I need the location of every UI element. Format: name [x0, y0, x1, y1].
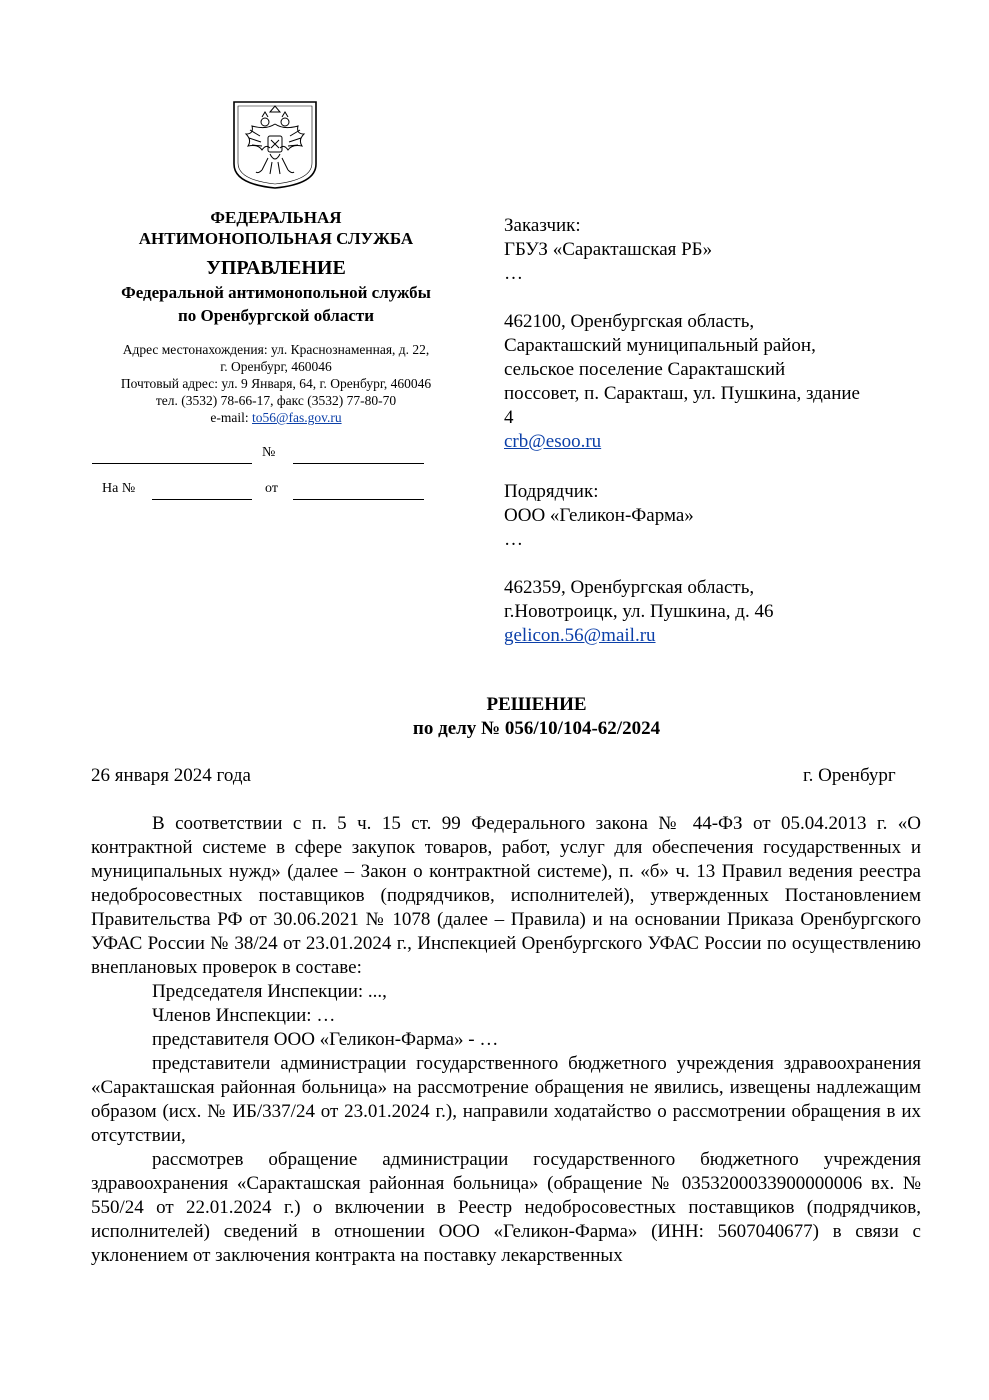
contractor-address-line: г.Новотроицк, ул. Пушкина, д. 46: [504, 601, 774, 622]
customer-address-line: сельское поселение Саракташский: [504, 359, 786, 380]
outgoing-date-line: [293, 463, 424, 464]
customer-address-line: поссовет, п. Саракташ, ул. Пушкина, здание: [504, 383, 860, 404]
contractor-placeholder: …: [504, 529, 523, 550]
department-title: УПРАВЛЕНИЕ: [206, 257, 346, 279]
decision-title: РЕШЕНИЕ: [486, 694, 587, 715]
decision-body: [91, 812, 921, 1268]
body-paragraph: В соответствии с п. 5 ч. 15 ст. 99 Федерального закона № 44-ФЗ от 05.04.2013 г. «О контрактной системе в сфере закупок товаров, работ, услуг для обеспечения государственных и муниципальных нужд» (далее – Закон о контрактной системе), п. «б» ч. 13 Правил ведения реестра недобросовестных поставщиков (подрядчиков, исполнителей), утвержденных Постановлением Правительства РФ от 30.06.2021 № 1078 (далее – Правила) и на основании Приказа Оренбургского УФАС России № 38/24 от 23.01.2024 г., Инспекцией Оренбургского УФАС России по осуществлению внеплановых проверок в составе:: [91, 813, 921, 978]
decision-date: 26 января 2024 года: [91, 765, 251, 786]
coat-of-arms-emblem: [232, 100, 318, 190]
department-name-line1: Федеральной антимонопольной службы: [121, 283, 431, 302]
inspection-chair: Председателя Инспекции: ...,: [152, 981, 387, 1002]
address-line2: г. Оренбург, 460046: [220, 359, 332, 374]
contractor-email-link[interactable]: gelicon.56@mail.ru: [504, 625, 656, 646]
contractor-representative: представителя ООО «Геликон-Фарма» - …: [152, 1029, 499, 1050]
agency-header: [70, 207, 482, 426]
from-label: от: [265, 481, 278, 496]
postal-address: Почтовый адрес: ул. 9 Января, 64, г. Оренбург, 460046: [120, 376, 432, 391]
customer-address-line: 4: [504, 407, 514, 428]
body-paragraph: представители администрации государственного бюджетного учреждения здравоохранения «Саракташская районная больница» на рассмотрение обращения не явились, извещены надлежащим образом (исх. № ИБ/337/24 от 23.01.2024 г.), направили ходатайство о рассмотрении обращения в их отсутствии,: [91, 1053, 921, 1146]
number-label: №: [262, 445, 276, 460]
agency-name-line2: АНТИМОНОПОЛЬНАЯ СЛУЖБА: [138, 229, 414, 248]
address-line1: Адрес местонахождения: ул. Краснознаменная, д. 22,: [122, 342, 430, 357]
customer-address-line: 462100, Оренбургская область,: [504, 311, 755, 332]
reference-number-line: [152, 499, 252, 500]
decision-case-number: по делу № 056/10/104-62/2024: [412, 718, 661, 739]
department-name-line2: по Оренбургской области: [177, 306, 375, 325]
decision-city: г. Оренбург: [803, 765, 896, 786]
customer-label: Заказчик:: [504, 215, 581, 236]
inspection-members: Членов Инспекции: …: [152, 1005, 336, 1026]
agency-email-link[interactable]: to56@fas.gov.ru: [252, 410, 342, 425]
agency-name-line1: ФЕДЕРАЛЬНАЯ: [210, 208, 342, 227]
customer-placeholder: …: [504, 263, 523, 284]
email-line: [70, 409, 482, 426]
phone-fax: тел. (3532) 78-66-17, факс (3532) 77-80-70: [155, 393, 397, 408]
outgoing-number-line: [92, 463, 252, 464]
customer-block: [504, 214, 924, 454]
email-label: e-mail:: [210, 410, 249, 425]
customer-name: ГБУЗ «Саракташская РБ»: [504, 239, 713, 260]
contractor-name: ООО «Геликон-Фарма»: [504, 505, 694, 526]
contractor-block: [504, 480, 924, 648]
contractor-label: Подрядчик:: [504, 481, 599, 502]
customer-address-line: Саракташский муниципальный район,: [504, 335, 816, 356]
reference-label: На №: [102, 481, 136, 496]
contractor-address-line: 462359, Оренбургская область,: [504, 577, 755, 598]
reference-date-line: [293, 499, 424, 500]
customer-email-link[interactable]: crb@esoo.ru: [504, 431, 602, 452]
body-paragraph: рассмотрев обращение администрации государственного бюджетного учреждения здравоохранения «Саракташская районная больница» (обращение № 0353200033900000006 вх. № 550/24 от 22.01.2024 г.) о включении в Реестр недобросовестных поставщиков (подрядчиков, исполнителей) сведений в отношении ООО «Геликон-Фарма» (ИНН: 5607040677) в связи с уклонением от заключения контракта на поставку лекарственных: [91, 1149, 921, 1266]
